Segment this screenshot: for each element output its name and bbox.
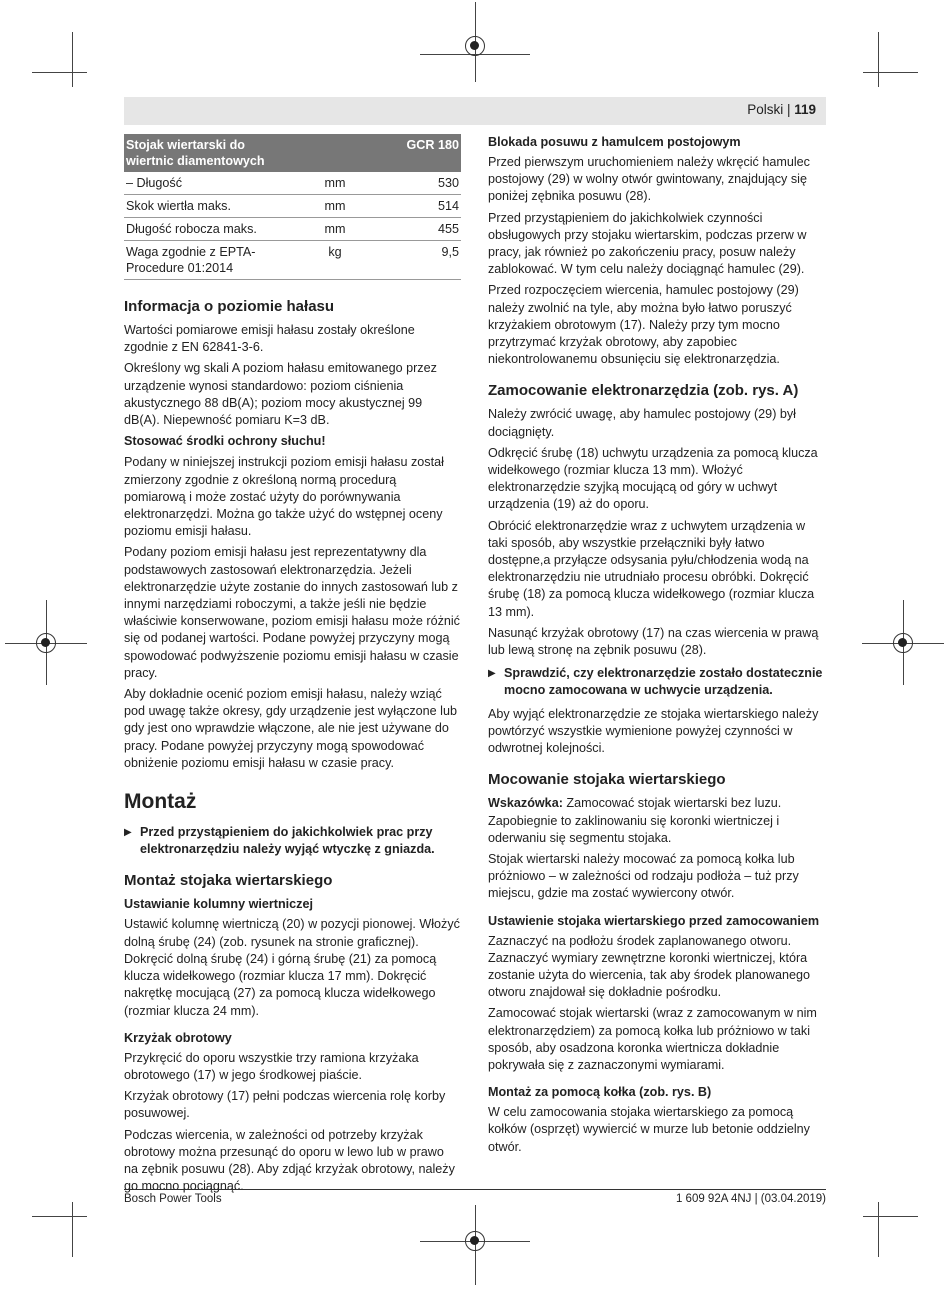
paragraph: Zaznaczyć na podłożu środek zaplanowanego otworu. Zaznaczyć wymiary zewnętrzne koronki wiertniczej, która zostanie użyta do wiercenia, tak aby środek planowanego otworu znajdował się dokładnie pośrodku. (488, 933, 811, 1000)
table-row: Waga zgodnie z EPTA-Procedure 01:2014 kg 9,5 (124, 241, 461, 280)
page-number: 119 (794, 102, 816, 117)
paragraph: Określony wg skali A poziom hałasu emitowanego przez urządzenie wynosi standardowo: poziom ciśnienia akustycznego 88 dB(A); poziom mocy akustycznej 99 dB(A). Niepewność pomiaru K=3 dB. (124, 361, 437, 428)
footer-right: 1 609 92A 4NJ | (03.04.2019) (675, 1193, 826, 1205)
table-row: Długość robocza maks. mm 455 (124, 218, 461, 241)
crop-mark (878, 1202, 879, 1257)
table-row: Skok wiertła maks. mm 514 (124, 195, 461, 218)
registration-mark-icon (465, 1231, 485, 1251)
crop-mark (32, 1216, 87, 1217)
paragraph: Wartości pomiarowe emisji hałasu zostały określone zgodnie z EN 62841-3-6. (124, 323, 415, 355)
warning-text: Stosować środki ochrony słuchu! (124, 434, 326, 449)
paragraph: Stojak wiertarski należy mocować za pomocą kołka lub próżniowo – w zależności od rodzaju podłoża – tuż przy miejscu, gdzie ma zostać wywiercony otwór. (488, 851, 799, 901)
crop-mark (878, 32, 879, 87)
warning-bullet: ▶ Przed przystąpieniem do jakichkolwiek prac przy elektronarzędziu należy wyjąć wtyczkę z gniazda. (124, 824, 461, 858)
paragraph: Podczas wiercenia, w zależności od potrzeby krzyżak obrotowy można przesunąć do oporu w lewo lub w prawo na zębnik posuwu (28). Aby zdjąć krzyżak obrotowy, należy go mocno pociągnąć. (124, 1127, 455, 1194)
subsection-heading: Ustawianie kolumny wiertniczej (124, 897, 313, 912)
spec-table (124, 134, 461, 280)
note-label: Wskazówka: (488, 796, 563, 811)
page-footer (124, 1189, 826, 1205)
paragraph: W celu zamocowania stojaka wiertarskiego za pomocą kołków (osprzęt) wywiercić w murze lub betonie oddzielny otwór. (488, 1105, 810, 1154)
warning-bullet: ▶ Sprawdzić, czy elektronarzędzie zostało dostatecznie mocno zamocowana w uchwycie urządzenia. (488, 665, 825, 699)
paragraph: Krzyżak obrotowy (17) pełni podczas wiercenia rolę korby posuwowej. (124, 1089, 446, 1121)
registration-mark-icon (36, 633, 56, 653)
header-text: Polski | 119 (747, 102, 816, 117)
footer-left: Bosch Power Tools (124, 1193, 222, 1205)
paragraph: Podany poziom emisji hałasu jest reprezentatywny dla podstawowych zastosowań elektronarzędzia. Jeżeli elektronarzędzie użyte zostanie do innych zastosowań lub z innymi narzędziami roboczymi, a także jeśli nie będzie właściwie konserwowane, poziom emisji hałasu może różnić się od podanej wartości. Podane powyżej przyczyny mogą spowodować podwyższenie poziomu emisji hałasu w czasie pracy. (124, 545, 460, 680)
paragraph: Należy zwrócić uwagę, aby hamulec postojowy (29) był dociągnięty. (488, 407, 796, 439)
paragraph: Przed przystąpieniem do jakichkolwiek czynności obsługowych przy stojaku wiertarskim, podczas przerw w pracy, jak również po zakończeniu pracy, posuw należy zablokować. W tym celu należy dociągnąć hamulec (29). (488, 210, 807, 277)
paragraph: Zamocować stojak wiertarski (wraz z zamocowanym w nim elektronarzędziem) za pomocą kołka lub próżniowo w taki sposób, aby osadzona koronka wiertnicza dokładnie pokrywała się z zaznaczonymi wymiarami. (488, 1006, 817, 1072)
section-heading: Montaż stojaka wiertarskiego (124, 872, 333, 890)
spec-table-header (124, 134, 461, 172)
subsection-heading: Ustawienie stojaka wiertarskiego przed zamocowaniem (488, 913, 820, 928)
paragraph: Przykręcić do oporu wszystkie trzy ramiona krzyżaka obrotowego (17) w jego środkowej piaście. (124, 1050, 419, 1082)
note-paragraph: Wskazówka: Zamocować stojak wiertarski bez luzu. Zapobiegnie to zaklinowaniu się koronki wiertniczej i oderwaniu się segmentu stojaka. (488, 796, 782, 845)
registration-mark-icon (893, 633, 913, 653)
paragraph: Odkręcić śrubę (18) uchwytu urządzenia za pomocą klucza widełkowego (rozmiar klucza 13 mm). Włożyć elektronarzędzie szyjką mocującą od góry w uchwyt urządzenia (19) aż do oporu. (488, 445, 818, 512)
table-row: – Długość mm 530 (124, 172, 461, 195)
crop-mark (863, 72, 918, 73)
paragraph: Obrócić elektronarzędzie wraz z uchwytem urządzenia w taki sposób, aby wszystkie przełączniki były łatwo dostępne,a przyłącze odsysania pyłu/chłodzenia wodą na elektronarzędziu nie utrudniało procesu obróbki. Dokręcić śrubę (18) za pomocą klucza widełkowego (rozmiar klucza 13 mm). (488, 518, 815, 619)
section-heading: Zamocowanie elektronarzędzia (zob. rys. A) (488, 382, 799, 400)
crop-mark (863, 1216, 918, 1217)
crop-mark (72, 32, 73, 87)
header-language: Polski (747, 102, 784, 117)
paragraph: Aby wyjąć elektronarzędzie ze stojaka wiertarskiego należy powtórzyć wszystkie wymienione powyżej czynności w odwrotnej kolejności. (488, 706, 819, 756)
paragraph: Aby dokładnie ocenić poziom emisji hałasu, należy wziąć pod uwagę także okresy, gdy urządzenie jest wyłączone lub gdy jest ono wprawdzie włączone, ale nie jest używane do pracy. Podane powyżej przyczyny mogą spowodować obniżenie poziomu emisji hałasu w czasie pracy. (124, 687, 457, 770)
paragraph: Ustawić kolumnę wiertniczą (20) w pozycji pionowej. Włożyć dolną śrubę (24) (zob. rysunek na stronie graficznej). Dokręcić dolną śrubę (24) i górną śrubę (21) za pomocą klucza widełkowego (rozmiar klucza 17 mm). Dokręcić nakrętkę mocującą (27) za pomocą klucza widełkowego (rozmiar klucza 24 mm). (124, 917, 460, 1018)
spec-table-title: Stojak wiertarski do wiertnic diamentowych (124, 134, 298, 172)
section-heading: Informacja o poziomie hałasu (124, 298, 335, 315)
crop-mark (32, 72, 87, 73)
crop-mark (72, 1202, 73, 1257)
registration-mark-icon (465, 36, 485, 56)
paragraph: Przed pierwszym uruchomieniem należy wkręcić hamulec postojowy (29) w wolny otwór gwintowany, znajdujący się poniżej zębnika posuwu (28). (488, 155, 810, 204)
spec-table-model: GCR 180 (372, 134, 461, 172)
section-heading: Mocowanie stojaka wiertarskiego (488, 771, 726, 789)
subsection-heading: Montaż za pomocą kołka (zob. rys. B) (488, 1085, 712, 1100)
page-header (124, 97, 826, 125)
right-column (488, 134, 825, 1160)
paragraph: Podany w niniejszej instrukcji poziom emisji hałasu został zmierzony zgodnie z określoną normą procedurą pomiarową i może zostać użyty do porównywania elektronarzędzi. Można go także użyć do wstępnej oceny poziomu emisji hałasu. (124, 455, 444, 539)
subsection-heading: Blokada posuwu z hamulcem postojowym (488, 135, 741, 149)
subsection-heading: Krzyżak obrotowy (124, 1030, 232, 1045)
left-column (124, 134, 461, 1199)
chapter-heading: Montaż (124, 790, 197, 814)
paragraph: Przed rozpoczęciem wiercenia, hamulec postojowy (29) należy zwolnić na tyle, aby można było łatwo poruszyć krzyżakiem obrotowym (17). Należy przy tym mocno przytrzymać krzyżak obrotowy, aby zapobiec niekontrolowanemu obsunięciu się elektronarzędzia. (488, 283, 799, 367)
paragraph: Nasunąć krzyżak obrotowy (17) na czas wiercenia w prawą lub lewą stronę na zębnik posuwu (28). (488, 625, 819, 658)
